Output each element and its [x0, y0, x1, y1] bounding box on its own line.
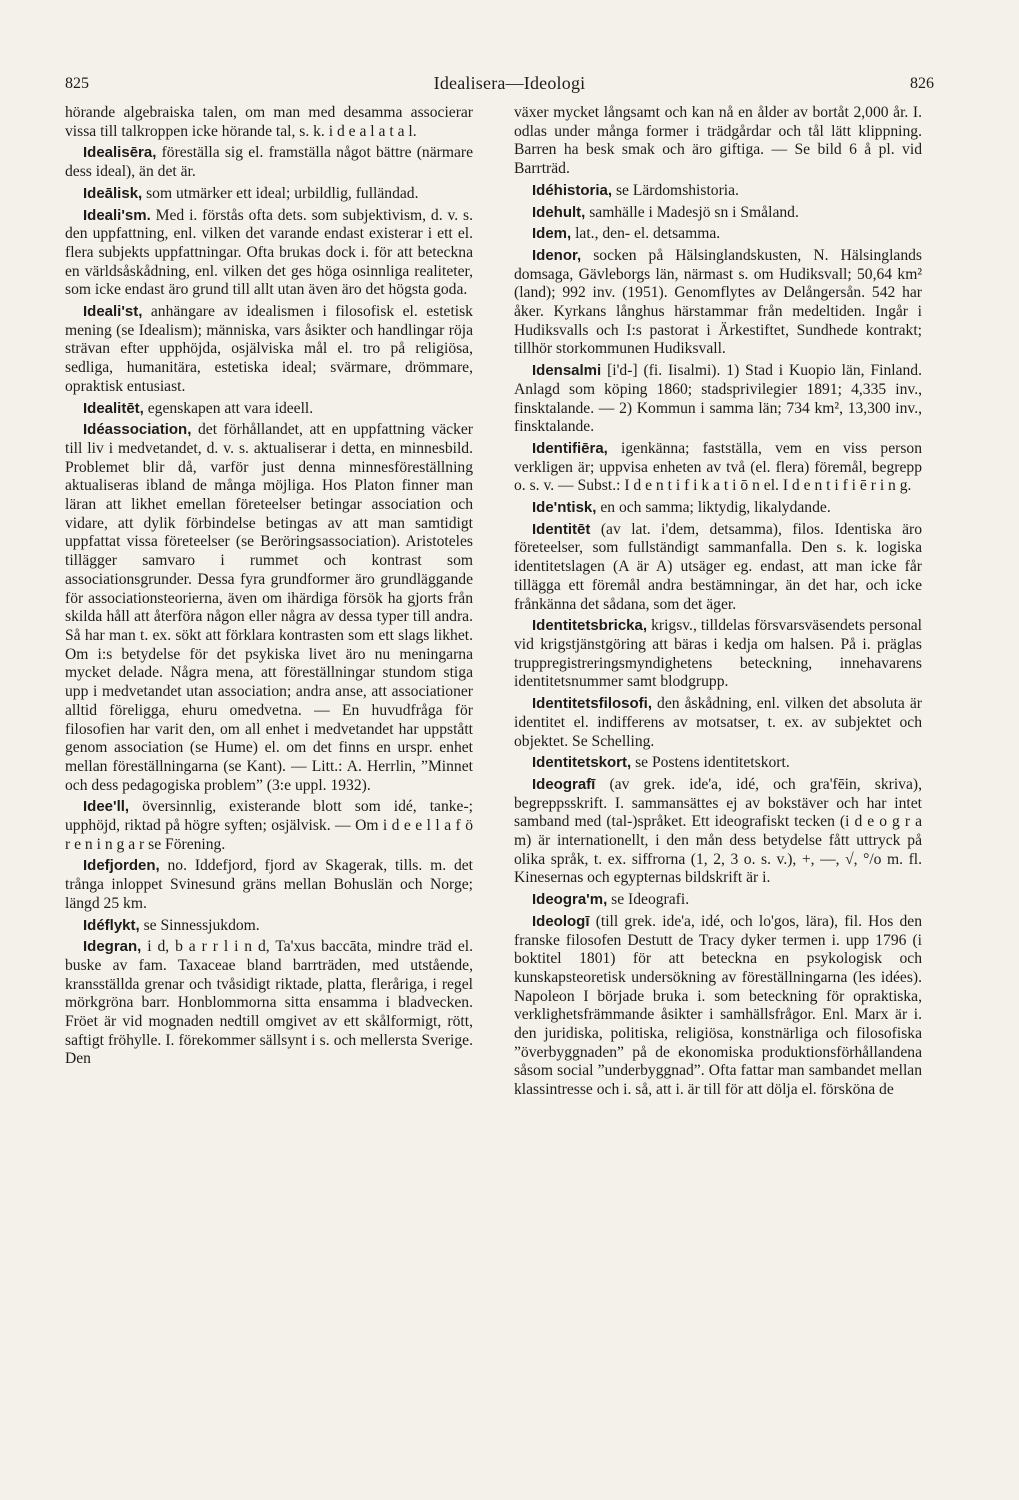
dictionary-entry	[514, 754, 922, 773]
entry-headword: Idéhistoria,	[532, 181, 613, 199]
dictionary-entry	[65, 185, 473, 204]
page-number-right: 826	[910, 75, 934, 92]
entry-text: se Sinnessjukdom.	[143, 916, 260, 934]
dictionary-entry	[514, 776, 922, 888]
entry-headword: Idee'll,	[83, 798, 130, 816]
entry-text: en och samma; liktydig, likalydande.	[600, 499, 831, 517]
entry-text: översinnlig, existerande blott som idé, tanke-; upphöjd, riktad på högre syften; osjälvisk. — Om i d e e l l a f ö r e n i n g a r se Förening.	[65, 798, 473, 853]
dictionary-entry	[514, 225, 922, 244]
entry-text: som utmärker ett ideal; urbildlig, fulländad.	[146, 184, 419, 202]
dictionary-entry	[65, 938, 473, 1069]
dictionary-entry	[65, 400, 473, 419]
entry-headword: Idehult,	[532, 203, 586, 221]
dictionary-entry	[514, 617, 922, 692]
entry-headword: Identitēt	[532, 520, 591, 538]
running-title: Idealisera—Ideologi	[433, 73, 586, 93]
entry-text: (till grek. ide'a, idé, och lo'gos, lära), fil. Hos den franske filosofen Destutt de Tracy dyker termen i. upp 1796 (i boktitel 1801) för att beteckna en psykologisk och kunskapsteoretisk undersökning av föreställningarna (les idées). Napoleon I började bruka i. som beteckning för opraktiska, verklighetsfrämmande åsikter i samhällsfrågor. Enl. Marx är i. den juridiska, politiska, religiösa, konstnärliga och filosofiska ”överbyggnaden” på de ekonomiska produktionsförhållandena såsom social ”underbyggnad”. Ofta fattar man sambandet mellan klassintresse och i. så, att i. är till för att dölja el. försköna de	[514, 912, 922, 1099]
entry-text: samhälle i Madesjö sn i Småland.	[589, 203, 799, 221]
entry-text: Med i. förstås ofta dets. som subjektivism, d. v. s. den uppfattning, enl. vilken det varande endast existerar i ett el. flera subjekts uppfattningar. Ofta brukas dock i. för att beteckna en världsåskådning, enl. vilken det ges höga osinnliga realiteter, som icke endast äro grund till allt utan även äro det högsta goda.	[65, 206, 473, 299]
dictionary-entry	[65, 207, 473, 301]
dictionary-entry	[65, 798, 473, 854]
entry-text: egenskapen att vara ideell.	[147, 399, 314, 417]
dictionary-entry	[514, 440, 922, 496]
entry-headword: Idealitēt,	[83, 399, 144, 417]
entry-text: det förhållandet, att en uppfattning väcker till liv i medvetandet, d. v. s. aktualiserar i detta, en minnesbild. Problemet blir då, varför just denna minnesföreställning aktualiseras ibland de många möjliga. Hos Platon finner man läran att likhet emellan företeelser betingar association och vidare, att dylik förbindelse betingas av att man samtidigt uppfattat vissa företeelser (se Beröringsassociation). Aristoteles tillägger samvaro i rummet och kontrast som associationsgrunder. Dessa fyra grundformer äro grundläggande för associationsteorierna, även om ihärdiga försök ha gjorts från skilda håll att återföra någon eller några av dessa typer till andra. Så har man t. ex. sökt att förklara kontrasten som ett slags likhet. Om i:s betydelse för det psykiska livet äro nu meningarna mycket delade. Några mena, att föreställningar stundom stiga upp i medvetandet utan association; andra anse, att associationer alltid föreligga, ehuru omedvetna. — En huvudfråga för filosofien har varit den, om all enhet i medvetandet har uppstått genom association (se Hume) el. om det finns en urspr. enhet mellan föreställningarna (se Kant). — Litt.: A. Herrlin, ”Minnet och dess pedagogiska problem” (3:e uppl. 1932).	[65, 421, 473, 794]
entry-headword: Idensalmi	[532, 362, 602, 380]
entry-text: (av lat. i'dem, detsamma), filos. Identiska äro företeelser, som fullständigt sammanfalla. Den s. k. logiska identitetslagen (A är A) utsäger eg. endast, att man icke får tillägga ett föremål andra bestämningar, än det har, och icke frånkänna det sådana, som det äger.	[514, 520, 922, 613]
entry-headword: Idem,	[532, 225, 572, 243]
entry-headword: Identitetsbricka,	[532, 617, 648, 635]
entry-text: krigsv., tilldelas försvarsväsendets personal vid krigstjänstgöring att bäras i kedja om halsen. På i. präglas truppregistreringsmyndighetens beteckning, innehavarens identitetsnummer samt blodgrupp.	[514, 617, 922, 691]
dictionary-entry	[514, 362, 922, 437]
dictionary-entry	[65, 303, 473, 397]
entry-headword: Ide'ntisk,	[532, 499, 597, 517]
dictionary-entry	[65, 421, 473, 795]
entry-headword: Ideografī	[532, 775, 596, 793]
entry-text: [i'd-] (fi. Iisalmi). 1) Stad i Kuopio län, Finland. Anlagd som köping 1860; stadsprivilegier 1891; 4,335 inv., finsktalande. — 2) Kommun i samma län; 734 km², 13,300 inv., finsktalande.	[514, 362, 923, 436]
right-column	[514, 104, 922, 1103]
dictionary-entry	[65, 917, 473, 936]
entry-headword: Ideali'sm.	[83, 206, 151, 224]
dictionary-entry	[514, 891, 922, 910]
entry-headword: Ideologī	[532, 912, 590, 930]
entry-headword: Ideālisk,	[83, 184, 143, 202]
entry-text: anhängare av idealismen i filosofisk el. estetisk mening (se Idealism); människa, vars åsikter och handlingar röja strävan efter upphöjda, osjälviska mål el. tro på religiösa, sedliga, humanitära, estetiska ideal; svärmare, drömmare, opraktisk entusiast.	[65, 303, 473, 395]
entry-headword: Idealisēra,	[83, 144, 157, 162]
dictionary-entry	[65, 857, 473, 913]
dictionary-entry	[65, 144, 473, 181]
entry-text: i d, b a r r l i n d, Ta'xus baccāta, mindre träd el. buske av fam. Taxaceae bland barrträden, med utstående, kransställda grenar och tvåsidigt riktade, platta, fleråriga, i regel mörkgröna barr. Honblommorna sitta ensamma i bladvecken. Fröet är vid mognaden nedtill omgivet av ett skålformigt, rött, saftigt fröhylle. I. förekommer sällsynt i s. och mellersta Sverige. Den	[65, 938, 473, 1068]
dictionary-entry	[514, 247, 922, 359]
entry-text: hörande algebraiska talen, om man med desamma associerar vissa till talkroppen icke hörande tal, s. k. i d e a l a t a l.	[65, 104, 473, 140]
entry-text: lat., den- el. detsamma.	[575, 225, 721, 243]
entry-headword: Idegran,	[83, 938, 142, 956]
left-column	[65, 104, 473, 1072]
entry-headword: Identitetskort,	[532, 754, 632, 772]
page-number-left: 825	[65, 75, 89, 92]
entry-headword: Identitetsfilosofi,	[532, 695, 652, 713]
entry-text: no. Iddefjord, fjord av Skagerak, tills. m. det trånga inloppet Svinesund gräns mellan Bohuslän och Norge; längd 25 km.	[65, 857, 473, 912]
entry-text: socken på Hälsinglandskusten, N. Hälsinglands domsaga, Gävleborgs län, närmast s. om Hudiksvall; 50,64 km² (land); 992 inv. (1951). Genomflytes av Delångersån. 542 har åker. Kyrkans långhus härstammar från medeltiden. Ingår i Hudiksvalls och I:s pastorat i Ärkestiftet, Sundhede kontrakt; tillhör storkommunen Hudiksvall.	[514, 246, 922, 358]
entry-headword: Identifiēra,	[532, 439, 608, 457]
entry-headword: Idéflykt,	[83, 916, 140, 934]
dictionary-entry	[514, 104, 922, 179]
dictionary-entry	[514, 695, 922, 751]
dictionary-entry	[514, 182, 922, 201]
entry-text: växer mycket långsamt och kan nå en ålder av bortåt 2,000 år. I. odlas under många former i trädgårdar och tål lätt klippning. Barren ha besk smak och äro giftiga. — Se bild 6 å pl. vid Barrträd.	[514, 104, 922, 178]
dictionary-entry	[514, 913, 922, 1100]
dictionary-entry	[514, 204, 922, 223]
entry-text: se Ideografi.	[611, 891, 690, 909]
entry-text: föreställa sig el. framställa något bättre (närmare dess ideal), än det är.	[65, 144, 473, 181]
entry-headword: Idenor,	[532, 246, 582, 264]
entry-text: igenkänna; fastställa, vem en viss person verkligen är; uppvisa enheten av två (el. flera) föremål, begrepp o. s. v. — Subst.: I d e n t i f i k a t i ō n el. I d e n t i f i ē r i n g.	[514, 439, 922, 495]
entry-headword: Ideogra'm,	[532, 891, 608, 909]
dictionary-entry	[65, 104, 473, 141]
entry-text: se Lärdomshistoria.	[615, 181, 739, 199]
dictionary-entry	[514, 499, 922, 518]
dictionary-entry	[514, 521, 922, 615]
entry-headword: Idéassociation,	[83, 421, 192, 439]
entry-headword: Idefjorden,	[83, 857, 160, 875]
entry-text: (av grek. ide'a, idé, och gra'fēin, skriva), begreppsskrift. I. sammansättes ej av bokstäver och har intet samband med (tal-)språket. Ett ideografiskt tecken (i d e o g r a m) är internationellt, i den mån dess betydelse fått uttryck på olika språk, t. ex. siffrorna (1, 2, 3 o. s. v.), +, —, √, °/o m. fl. Kinesernas och egypternas bildskrift är i.	[514, 775, 922, 887]
entry-text: se Postens identitetskort.	[635, 754, 790, 772]
entry-text: den åskådning, enl. vilken det absoluta är identitet el. indifferens av motsatser, t. ex. av subjektet och objektet. Se Schelling.	[514, 695, 922, 750]
entry-headword: Ideali'st,	[83, 303, 143, 321]
